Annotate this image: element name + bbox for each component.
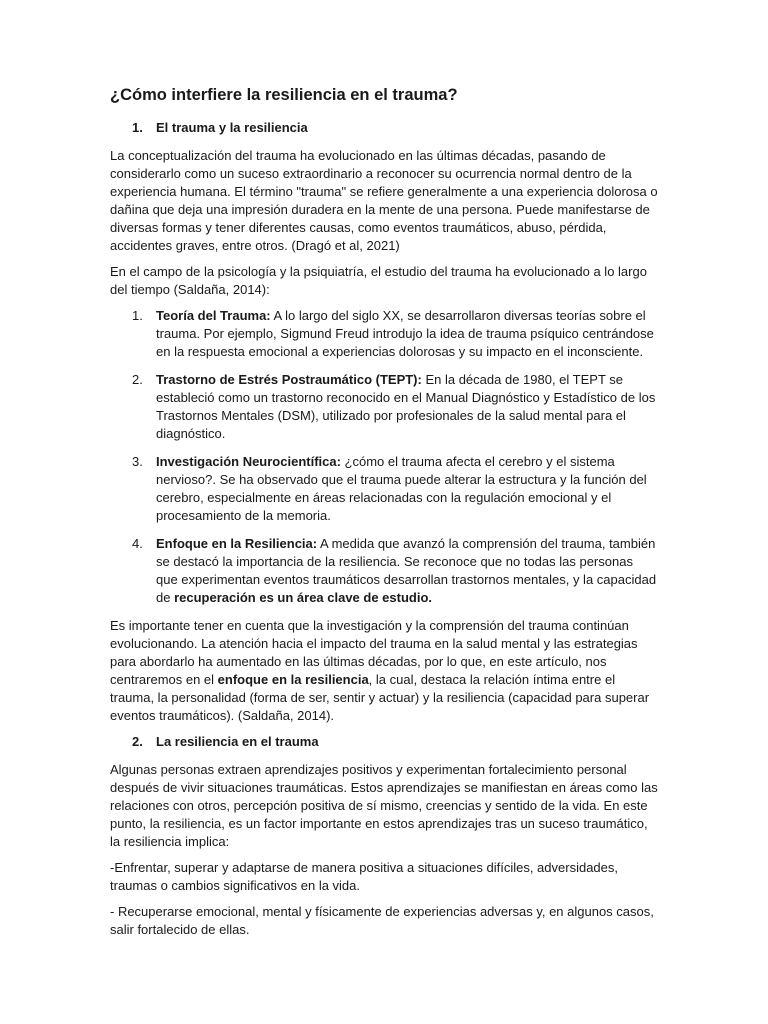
section-number: 2.: [132, 734, 143, 749]
paragraph-trauma-evolution: En el campo de la psicología y la psiquiatría, el estudio del trauma ha evolucionado a lo largo del tiempo (Saldaña, 2014):: [110, 264, 647, 297]
list-item-number: 1.: [132, 308, 143, 323]
section-heading-1: [110, 119, 658, 137]
list-item-text: A lo largo del siglo XX, se desarrollaron diversas teorías sobre el trauma. Por ejemplo, Sigmund Freud introdujo la idea de trauma psíquico centrándose en la respuesta emocional a experiencias dolorosas y su impacto en el inconsciente.: [156, 308, 654, 359]
paragraph-trauma-definition: La conceptualización del trauma ha evolucionado en las últimas décadas, pasando de considerarlo como un suceso extraordinario a reconocer su ocurrencia normal dentro de la experiencia humana. El término "trauma" se refiere generalmente a una experiencia dolorosa o dañina que deja una impresión duradera en la mente de una persona. Puede manifestarse de diversas formas y tener diferentes causas, como eventos traumáticos, abuso, pérdida, accidentes graves, entre otros. (Dragó et al, 2021): [110, 148, 658, 253]
bullet-paragraph-confront: -Enfrentar, superar y adaptarse de manera positiva a situaciones difíciles, adversidades, traumas o cambios significativos en la vida.: [110, 860, 618, 893]
list-item: [110, 307, 658, 361]
paragraph-resilience-focus: [110, 617, 658, 725]
section-title: La resiliencia en el trauma: [156, 734, 319, 749]
section-title: El trauma y la resiliencia: [156, 120, 308, 135]
paragraph-text: Es importante tener en cuenta que la investigación y la comprensión del trauma continúan evolucionando. La atención hacia el impacto del trauma en la salud mental y las estrategias para abordarlo ha aumentado en las últimas décadas, por lo que, en este artículo, nos centraremos en el: [110, 618, 638, 687]
paragraph-text: , la cual, destaca la relación íntima entre el trauma, la personalidad (forma de ser, sentir y actuar) y la resiliencia (capacidad para superar eventos traumáticos). (Saldaña, 2014).: [110, 672, 650, 723]
paragraph-resilience-learning: Algunas personas extraen aprendizajes positivos y experimentan fortalecimiento personal después de vivir situaciones traumáticas. Estos aprendizajes se manifiestan en áreas como las relaciones con otros, percepción positiva de sí mismo, creencias y sentido de la vida. En este punto, la resiliencia, es un factor importante en estos aprendizajes tras un suceso traumático, la resiliencia implica:: [110, 762, 658, 849]
list-item-number: 3.: [132, 454, 143, 469]
document-title: ¿Cómo interfiere la resiliencia en el trauma?: [110, 86, 458, 104]
numbered-list-trauma-history: [110, 307, 658, 607]
document-page: [110, 84, 658, 947]
list-item-body: [156, 453, 658, 525]
list-item: [110, 371, 658, 443]
bullet-paragraph-recover: - Recuperarse emocional, mental y físicamente de experiencias adversas y, en algunos casos, salir fortalecido de ellas.: [110, 904, 654, 937]
list-item-body: [156, 307, 658, 361]
list-item-number: 4.: [132, 536, 143, 551]
list-item-number: 2.: [132, 372, 143, 387]
section-number: 1.: [132, 120, 143, 135]
list-item-body: [156, 535, 658, 607]
list-item-text: ¿cómo el trauma afecta el cerebro y el sistema nervioso?. Se ha observado que el trauma puede alterar la estructura y la función del cerebro, especialmente en áreas relacionadas con la regulación emocional y el procesamiento de la memoria.: [156, 454, 647, 523]
list-item-term: Teoría del Trauma:: [156, 308, 271, 323]
section-heading-2: [110, 733, 658, 751]
list-item-body: [156, 371, 658, 443]
list-item-bold-tail: recuperación es un área clave de estudio.: [174, 590, 433, 605]
list-item: [110, 453, 658, 525]
list-item: [110, 535, 658, 607]
list-item-term: Trastorno de Estrés Postraumático (TEPT):: [156, 372, 422, 387]
list-item-text: En la década de 1980, el TEPT se estableció como un trastorno reconocido en el Manual Diagnóstico y Estadístico de los Trastornos Mentales (DSM), utilizado por profesionales de la salud mental para el diagnóstico.: [156, 372, 656, 441]
list-item-text: A medida que avanzó la comprensión del trauma, también se destacó la importancia de la resiliencia. Se reconoce que no todas las personas que experimentan eventos traumáticos desarrollan trastornos mentales, y la capacidad de: [156, 536, 657, 605]
paragraph-bold-phrase: enfoque en la resiliencia: [217, 672, 369, 687]
list-item-term: Enfoque en la Resiliencia:: [156, 536, 318, 551]
list-item-term: Investigación Neurocientífica:: [156, 454, 341, 469]
